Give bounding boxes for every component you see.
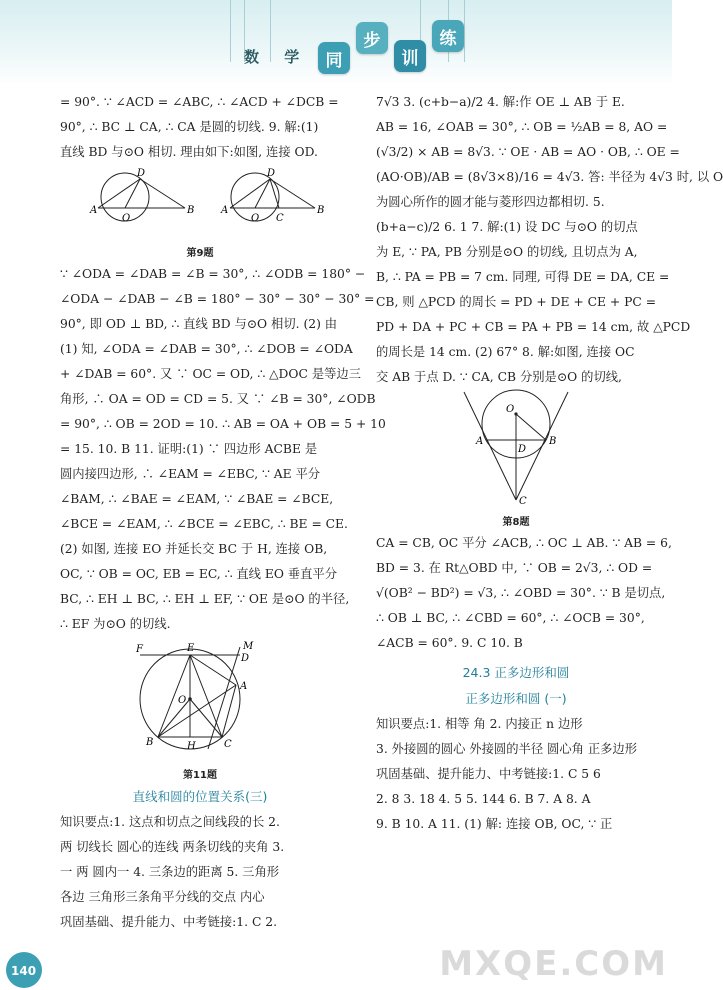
text-line: ∠BAM, ∴ ∠BAE = ∠EAM, ∵ ∠BAE = ∠BCE, — [60, 492, 334, 506]
svg-text:M: M — [243, 641, 254, 652]
svg-text:O: O — [122, 213, 131, 224]
figure-11 — [60, 637, 340, 759]
text-line: = 15. 10. B 11. 证明:(1) ∵ 四边形 ACBE 是 — [60, 442, 318, 456]
svg-text:C: C — [224, 739, 232, 750]
svg-text:O: O — [251, 213, 260, 224]
subsection-title: 正多边形和圆 (一) — [465, 691, 567, 706]
svg-text:A: A — [221, 205, 229, 216]
section-title: 直线和圆的位置关系(三) — [132, 789, 268, 804]
figure-8 — [376, 390, 656, 506]
svg-text:H: H — [187, 741, 196, 752]
svg-text:A: A — [476, 436, 484, 447]
page-header — [0, 0, 672, 85]
left-column — [60, 90, 386, 935]
text-line: BD = 3. 在 Rt△OBD 中, ∵ OB = 2√3, ∴ OD = — [376, 561, 653, 575]
text-line: 90°, 即 OD ⊥ BD, ∴ 直线 BD 与⊙O 相切. (2) 由 — [60, 317, 338, 331]
svg-text:B: B — [549, 436, 557, 447]
text-line: 为圆心所作的圆才能与菱形四边都相切. 5. — [376, 195, 605, 209]
svg-text:B: B — [146, 737, 154, 748]
svg-text:E: E — [187, 643, 195, 654]
svg-text:D: D — [241, 653, 250, 664]
text-line: PD + DA + PC + CB = PA + PB = 14 cm, 故 △PCD — [376, 320, 691, 334]
text-line: 角形, ∴ OA = OD = CD = 5. 又 ∵ ∠B = 30°, ∠ODB — [60, 392, 376, 406]
text-line: 圆内接四边形, ∴ ∠EAM = ∠EBC, ∵ AE 平分 — [60, 467, 321, 481]
svg-text:A: A — [240, 681, 248, 692]
text-line: + ∠DAB = 60°. 又 ∵ OC = OD, ∴ △DOC 是等边三 — [60, 367, 362, 381]
svg-text:O: O — [506, 404, 515, 415]
text-line: ∠ACB = 60°. 9. C 10. B — [376, 636, 523, 650]
badge-3: 训 — [394, 40, 426, 72]
text-line: 巩固基础、提升能力、中考链接:1. C 2. — [60, 915, 277, 929]
text-line: 直线 BD 与⊙O 相切. 理由如下:如图, 连接 OD. — [60, 145, 318, 159]
figure-9-caption: 第9题 — [186, 248, 214, 259]
figure-11-caption: 第11题 — [183, 770, 217, 781]
text-line: 知识要点:1. 相等 角 2. 内接正 n 边形 — [376, 717, 583, 731]
text-line: ∠BCE = ∠EAM, ∴ ∠BCE = ∠EBC, ∴ BE = CE. — [60, 517, 348, 531]
text-line: AB = 16, ∠OAB = 30°, ∴ OB = ½AB = 8, AO = — [376, 120, 668, 134]
text-line: ∠ODA − ∠DAB − ∠B = 180° − 30° − 30° − 30° = — [60, 292, 375, 306]
svg-text:D: D — [518, 444, 527, 455]
text-line: B, ∴ PA = PB = 7 cm. 同理, 可得 DE = DA, CE = — [376, 270, 670, 284]
badge-4: 练 — [432, 20, 464, 52]
svg-text:C: C — [276, 213, 284, 224]
text-line: BC, ∴ EH ⊥ BC, ∴ EH ⊥ EF, ∵ OE 是⊙O 的半径, — [60, 592, 350, 606]
text-line: ∵ ∠ODA = ∠DAB = ∠B = 30°, ∴ ∠ODB = 180° − — [60, 267, 366, 281]
text-line: (1) 知, ∠ODA = ∠DAB = 30°, ∴ ∠DOB = ∠ODA — [60, 342, 353, 356]
text-line: (AO·OB)/AB = (8√3×8)/16 = 4√3. 答: 半径为 4√3 时, 以 O — [376, 170, 723, 184]
text-line: 一 两 圆内一 4. 三条边的距离 5. 三角形 — [60, 865, 280, 879]
text-line: (2) 如图, 连接 EO 并延长交 BC 于 H, 连接 OB, — [60, 542, 328, 556]
text-line: 为 E, ∵ PA, PB 分别是⊙O 的切线, 且切点为 A, — [376, 245, 638, 259]
text-line: = 90°. ∵ ∠ACD = ∠ABC, ∴ ∠ACD + ∠DCB = — [60, 95, 339, 109]
badge-1: 同 — [318, 42, 350, 74]
text-line: 各边 三角形三条角平分线的交点 内心 — [60, 890, 265, 904]
svg-text:C: C — [519, 496, 527, 507]
svg-text:D: D — [267, 168, 276, 179]
text-line: 两 切线长 圆心的连线 两条切线的夹角 3. — [60, 840, 285, 854]
text-line: 90°, ∴ BC ⊥ CA, ∴ CA 是圆的切线. 9. 解:(1) — [60, 120, 319, 134]
text-line: 7√3 3. (c+b−a)/2 4. 解:作 OE ⊥ AB 于 E. — [376, 95, 625, 109]
section-title: 24.3 正多边形和圆 — [462, 665, 570, 680]
subject-label: 数 学 — [244, 48, 310, 66]
text-line: 的周长是 14 cm. (2) 67° 8. 解:如图, 连接 OC — [376, 345, 635, 359]
text-line: 2. 8 3. 18 4. 5 5. 144 6. B 7. A 8. A — [376, 792, 591, 806]
badge-2: 步 — [356, 22, 388, 54]
right-column — [376, 90, 723, 837]
text-line: (b+a−c)/2 6. 1 7. 解:(1) 设 DC 与⊙O 的切点 — [376, 220, 638, 234]
svg-text:A: A — [90, 205, 98, 216]
text-line: 知识要点:1. 这点和切点之间线段的长 2. — [60, 815, 280, 829]
text-line: CB, 则 △PCD 的周长 = PD + DE + CE + PC = — [376, 295, 657, 309]
page-number-text: 140 — [11, 964, 37, 978]
text-line: 交 AB 于点 D. ∵ CA, CB 分别是⊙O 的切线, — [376, 370, 622, 384]
svg-text:O: O — [178, 695, 187, 706]
svg-text:B: B — [317, 205, 325, 216]
text-line: 9. B 10. A 11. (1) 解: 连接 OB, OC, ∵ 正 — [376, 817, 613, 831]
text-line: ∴ OB ⊥ BC, ∴ ∠CBD = 60°, ∴ ∠OCB = 30°, — [376, 611, 645, 625]
svg-text:B: B — [187, 205, 195, 216]
text-line: = 90°, ∴ OB = 2OD = 10. ∴ AB = OA + OB = 5 + 10 — [60, 417, 386, 431]
svg-text:F: F — [136, 644, 143, 655]
text-line: CA = CB, OC 平分 ∠ACB, ∴ OC ⊥ AB. ∵ AB = 6, — [376, 536, 672, 550]
text-line: √(OB² − BD²) = √3, ∴ ∠OBD = 30°. ∵ B 是切点, — [376, 586, 666, 600]
text-line: 3. 外接圆的圆心 外接圆的半径 圆心角 正多边形 — [376, 742, 638, 756]
text-line: ∴ EF 为⊙O 的切线. — [60, 617, 171, 631]
watermark: MXQE.COM — [439, 944, 668, 984]
text-line: OC, ∵ OB = OC, EB = EC, ∴ 直线 EO 垂直平分 — [60, 567, 337, 581]
figure-8-caption: 第8题 — [502, 517, 530, 528]
figure-9 — [60, 165, 340, 237]
text-line: (√3/2) × AB = 8√3. ∵ OE · AB = AO · OB, ∴ OE = — [376, 145, 680, 159]
svg-text:D: D — [137, 168, 146, 179]
page-number — [0, 944, 54, 986]
text-line: 巩固基础、提升能力、中考链接:1. C 5 6 — [376, 767, 601, 781]
